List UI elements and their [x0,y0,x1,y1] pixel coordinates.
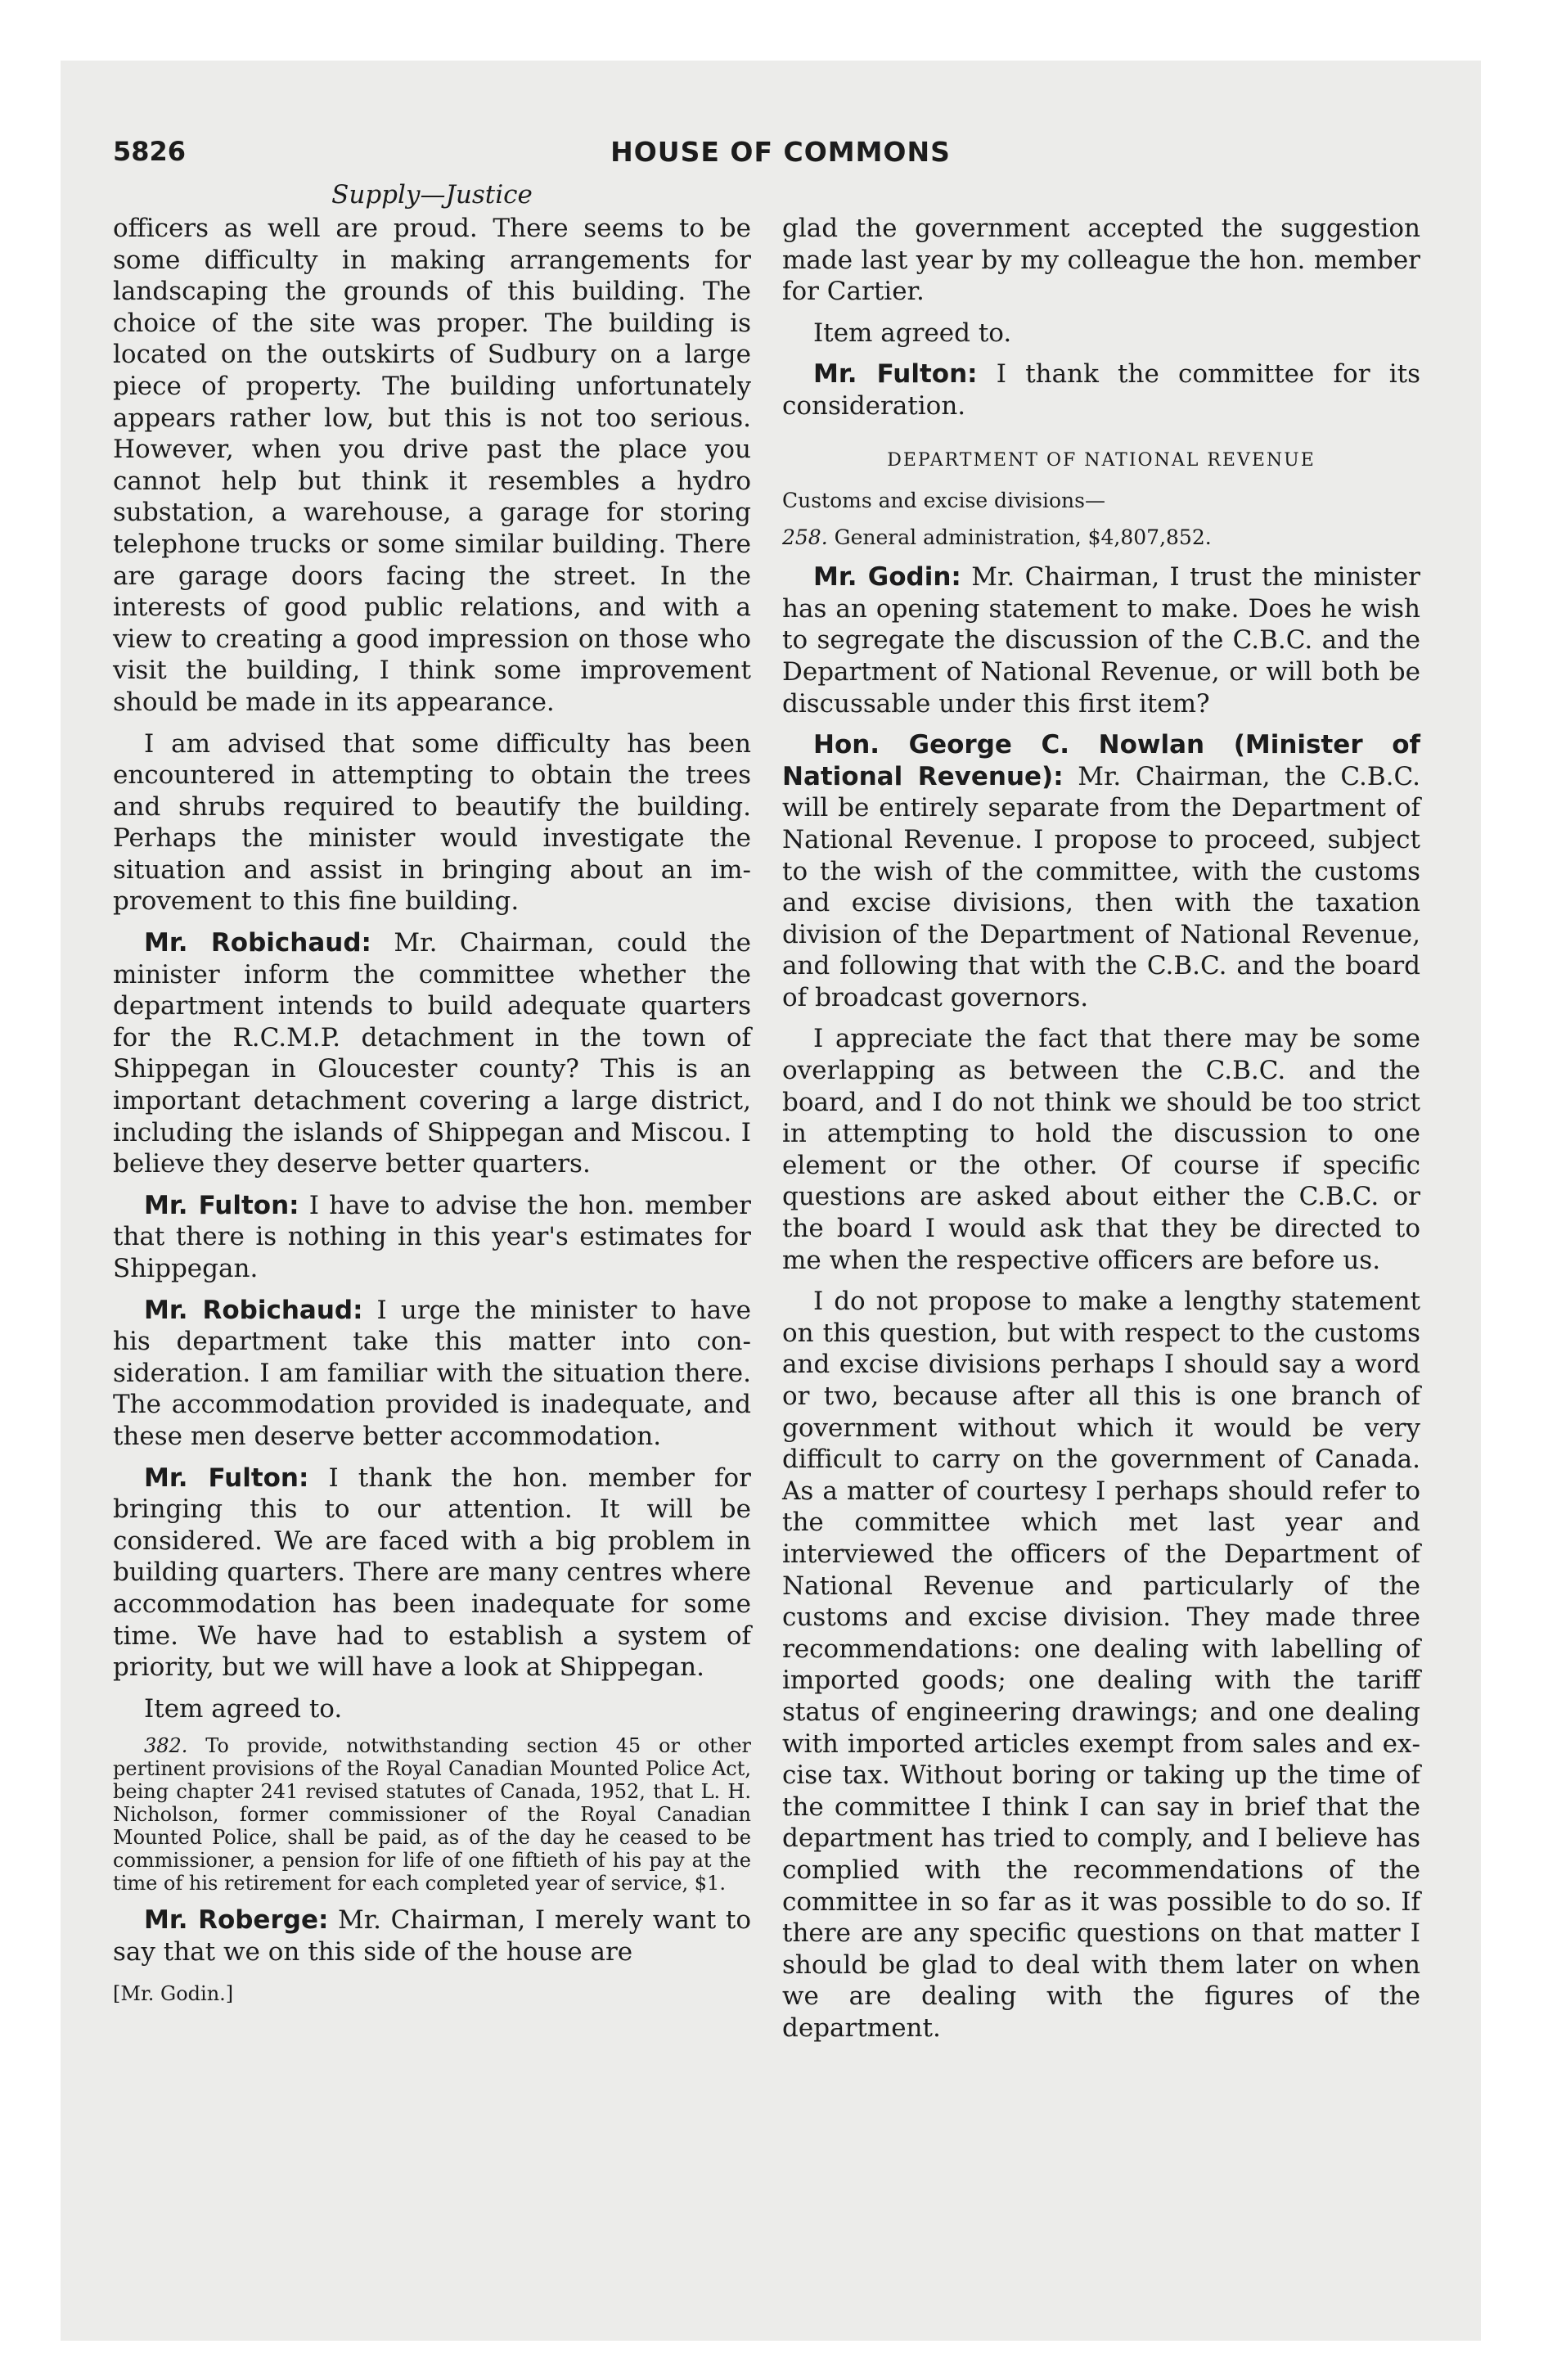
speech [113,1463,751,1684]
speech-text: I urge the minister to have his department take this matter into consideration. I am familiar with the situation there. The accommodation provided is inadequate, and these men deserve better accommodation. [113,1295,751,1451]
speech [782,561,1420,719]
section-subhead: Supply—Justice [331,180,533,210]
speech [113,927,751,1180]
speech [113,1295,751,1453]
vote-item [782,524,1420,552]
paragraph: I appreciate the fact that there may be some overlapping as between the C.B.C. and the board, and I do not think we should be too strict in attempting to hold the discussion to one element or the other. Of course if specific questions are asked about either the C.B.C. or the board I would ask that they be directed to me when the respective officers are before us. [782,1024,1420,1275]
speaker-name: Mr. Fulton: [144,1463,309,1493]
speech-text: I thank the hon. member for bringing this to our attention. It will be considered. We are faced with a big problem in building quarters. There are many centres where accommodation has been inadequate for some time. We have had to establish a system of priority, but we will have a look at Shippegan. [113,1463,751,1683]
paragraph: I do not propose to make a lengthy statement on this question, but with respect to the customs and excise divisions perhaps I should say a word or two, because after all this is one branch of government without which it would be very difficult to carry on the government of Canada. As a matter of courtesy I perhaps should refer to the committee which met last year and interviewed the officers of the Department of National Revenue and particularly of the customs and excise division. They made three recommendations: one dealing with labelling of imported goods; one dealing with the tariff status of engineering drawings; and one dealing with imported articles exempt from sales and excise tax. Without boring or taking up the time of the committee I think I can say in brief that the department has tried to comply, and I believe has complied with the recommendations of the committee in so far as it was possible to do so. If there are any specific questions on that matter I should be glad to deal with them later on when we are dealing with the figures of the department. [782,1287,1420,2043]
paragraph: officers as well are proud. There seems to be some difficulty in making arrangements for landscaping the grounds of this building. The choice of the site was proper. The building is located on the outskirts of Sudbury on a large piece of property. The building unfortunately appears rather low, but this is not too serious. However, when you drive past the place you cannot help but think it resembles a hydro substation, a warehouse, a garage for storing telephone trucks or some similar building. There are garage doors facing the street. In the interests of good public relations, and with a view to creating a good impression on those who visit the building, I think some improvement should be made in its appearance. [113,214,751,717]
speech-text: I thank the committee for its consideration. [782,359,1420,421]
speech-text: Mr. Chairman, I trust the minister has an opening statement to make. Does he wish to segregate the discussion of the C.B.C. and the Department of National Revenue, or will both be discussable under this first item? [782,562,1420,719]
vote-text: General administration, $4,807,852. [827,525,1212,550]
item-agreed: Item agreed to. [813,318,1012,348]
left-column [113,213,751,2009]
speaker-name: Mr. Roberge: [144,1905,329,1936]
page-footer: [Mr. Godin.] [113,1981,234,2005]
item-agreed: Item agreed to. [144,1693,343,1724]
speech [782,729,1420,1013]
speech-text: Mr. Chairman, the C.B.C. will be entirely separate from the Department of National Revenue. I propose to proceed, subject to the wish of the committee, with the customs and excise divisions, then with the taxation division of the Department of National Revenue, and following that with the C.B.C. and the board of broadcast governors. [782,761,1420,1012]
speaker-name: Mr. Robichaud: [144,1295,363,1325]
speech [113,1190,751,1285]
speaker-name: Mr. Fulton: [144,1190,299,1220]
paragraph: I am advised that some difficulty has been encountered in attempting to obtain the trees and shrubs required to beautify the building. Perhaps the minister would investigate the situation and assist in bringing about an improvement to this fine building. [113,728,751,917]
right-column [782,213,1420,2053]
speaker-name: Mr. Fulton: [813,359,978,390]
estimate-text: To provide, notwithstanding section 45 or other pertinent provisions of the Royal Canadian Mounted Police Act, being chapter 241 revised statutes of Canada, 1952, that L. H. Nicholson, former commissioner of the Royal Canadian Mounted Police, shall be paid, as of the day he ceased to be commissioner, a pension for life of one fiftieth of his pay at the time of his retirement for each completed year of service, $1. [113,1734,751,1895]
speech-text: I have to advise the hon. member that there is nothing in this year's estimates for Shippegan. [113,1190,751,1283]
estimate-item [113,1734,751,1895]
speech [782,358,1420,421]
department-heading: DEPARTMENT OF NATIONAL REVENUE [887,449,1316,471]
page-number: 5826 [113,136,187,167]
speech-text: Mr. Chairman, I merely want to say that we on this side of the house are [113,1905,751,1967]
vote-number: 258. [782,525,828,550]
speaker-name: Hon. George C. Nowlan (Minister of National Revenue): [782,730,1420,791]
speech [113,1904,751,1968]
speaker-name: Mr. Robichaud: [144,928,371,958]
speech-text: Mr. Chairman, could the minister inform the committee whether the department intends to build adequate quarters for the R.C.M.P. detachment in the town of Shippegan in Gloucester county? This is an important detachment covering a large district, including the islands of Shippegan and Miscou. I believe they deserve better quarters. [113,928,752,1179]
running-head: HOUSE OF COMMONS [610,136,951,168]
paragraph: glad the government accepted the suggestion made last year by my colleague the hon. member for Cartier. [782,214,1420,307]
page-header [113,136,1448,177]
subsection-heading: Customs and excise divisions— [782,489,1105,513]
speaker-name: Mr. Godin: [813,562,961,593]
estimate-number: 382. [144,1734,188,1758]
